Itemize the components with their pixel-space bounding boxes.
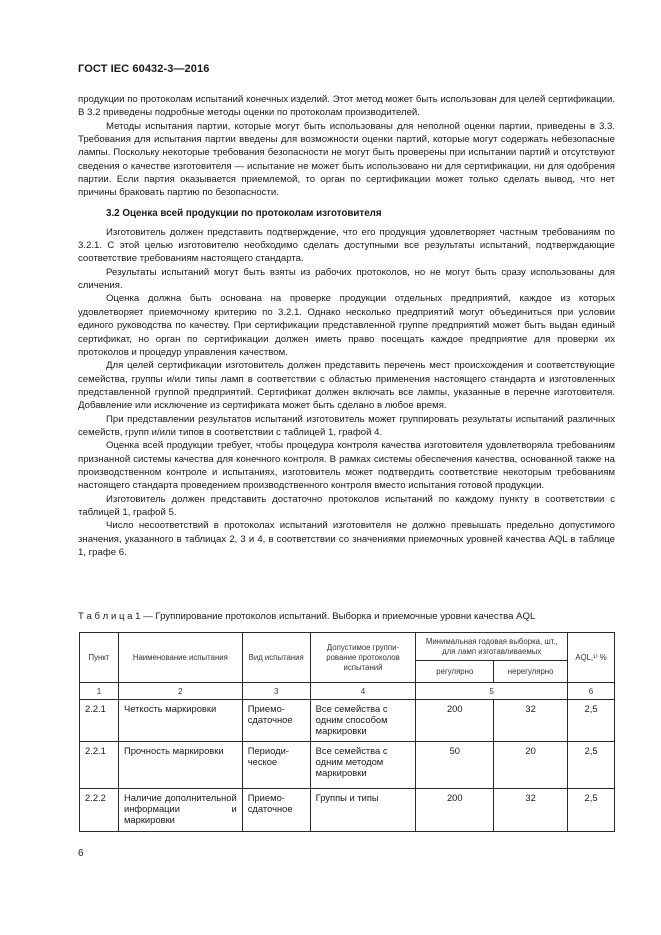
table-caption-label: Т а б л и ц а 1 <box>78 611 141 622</box>
header-min-sample: Минимальная годовая выборка, шт., для ламп изготавливаемых <box>416 633 568 661</box>
cell-clause: 2.2.1 <box>80 700 119 742</box>
column-numbers-row <box>80 683 615 700</box>
cell-aql: 2,5 <box>568 789 615 832</box>
table-row <box>80 789 615 832</box>
table-row <box>80 700 615 742</box>
paragraph: Число несоответствий в протоколах испытаний изготовителя не должно превышать предельно допустимого значения, указанного в таблицах 2, 3 и 4, в соответствии со значениями приемочных уровней качества AQL в таблице 1, графе 6. <box>78 520 615 558</box>
column-number: 3 <box>242 683 310 700</box>
paragraph: Изготовитель должен представить достаточно протоколов испытаний по каждому пункту в соответствии с таблицей 1, графой 5. <box>78 493 615 518</box>
paragraph: Методы испытания партии, которые могут быть использованы для неполной оценки партии, приведены в 3.3. Требования для испытания партии введены для возможности оценки партий, которые могут содержать небезопасные лампы. Поскольку некоторые требования безопасности не могут быть проверены при испытании партий и отсутствуют сведения о качестве изготовителя — испытание не может быть использовано ни для сертификации, ни для одобрения партии. Если партия оказывается приемлемой, то орган по сертификации может только сделать вывод, что нет причины браковать партию по безопасности. <box>78 120 615 199</box>
document-header-title: ГОСТ IEC 60432-3—2016 <box>78 63 210 75</box>
cell-test-kind: Периодическое <box>242 742 310 789</box>
cell-grouping: Все семейства с одним методом маркировки <box>310 742 416 789</box>
paragraph: Результаты испытаний могут быть взяты из рабочих протоколов, но не могут быть сразу использованы для сличения. <box>78 266 615 292</box>
column-number: 1 <box>80 683 119 700</box>
table-row <box>80 742 615 789</box>
cell-clause: 2.2.2 <box>80 789 119 832</box>
cell-irregular: 32 <box>494 789 568 832</box>
header-test-kind: Вид испытания <box>242 633 310 683</box>
paragraph: Оценка должна быть основана на проверке продукции отдельных предприятий, каждое из которых удовлетворяет приемочному критерию по 3.2.1. Однако несколько предприятий могут объединиться при условии единого руководства по качеству. При сертификации представленной группе предприятий может быть выдан единый сертификат, но орган по сертификации должен иметь право посещать каждое предприятие для проверки их протоколов и процедур управления качеством. <box>78 293 615 358</box>
page-number: 6 <box>78 848 84 859</box>
cell-test-kind: Приемосдаточное <box>242 700 310 742</box>
cell-grouping: Все семейства с одним способом маркировки <box>310 700 416 742</box>
header-grouping: Допустимое группирование протоколов испытаний <box>310 633 416 683</box>
header-aql: AQL,¹⁾ % <box>568 633 615 683</box>
section-heading: 3.2 Оценка всей продукции по протоколам изготовителя <box>106 207 382 219</box>
table-caption <box>78 611 535 623</box>
cell-regular: 200 <box>416 789 494 832</box>
header-irregular: нерегулярно <box>494 661 568 683</box>
table-caption-text: — Группирование протоколов испытаний. Выборка и приемочные уровни качества AQL <box>140 611 536 622</box>
column-number: 6 <box>568 683 615 700</box>
cell-regular: 200 <box>416 700 494 742</box>
paragraph: При представлении результатов испытаний изготовитель может группировать результаты испытаний различных семейств, групп и/или типов в соответствии с таблицей 1, графой 4. <box>78 413 615 438</box>
cell-test-name: Прочность маркировки <box>118 742 242 789</box>
cell-test-kind: Приемосдаточное <box>242 789 310 832</box>
cell-regular: 50 <box>416 742 494 789</box>
header-test-name: Наименование испытания <box>118 633 242 683</box>
cell-irregular: 32 <box>494 700 568 742</box>
header-regular: регулярно <box>416 661 494 683</box>
paragraph: Оценка всей продукции требует, чтобы процедура контроля качества изготовителя удовлетворяла требованиям признанной системы качества для конечного контроля. В рамках системы обеспечения качества, основанной также на производственном контроле и испытаниях, изготовитель может подтвердить соответствие некоторым требованиям настоящего стандарта проведением производственного контроля вместо испытания готовой продукции. <box>78 440 615 492</box>
cell-aql: 2,5 <box>568 700 615 742</box>
header-clause: Пункт <box>80 633 119 683</box>
cell-aql: 2,5 <box>568 742 615 789</box>
column-number: 4 <box>310 683 416 700</box>
body-text <box>78 93 615 559</box>
column-number: 5 <box>416 683 568 700</box>
cell-grouping: Группы и типы <box>310 789 416 832</box>
paragraph: продукции по протоколам испытаний конечных изделий. Этот метод может быть использован для целей сертификации. В 3.2 приведены подробные методы оценки по протоколам производителей. <box>78 94 615 119</box>
cell-test-name: Наличие дополнительной информации и маркировки <box>118 789 242 832</box>
column-number: 2 <box>118 683 242 700</box>
cell-test-name: Четкость маркировки <box>118 700 242 742</box>
cell-clause: 2.2.1 <box>80 742 119 789</box>
paragraph: Изготовитель должен представить подтверждение, что его продукция удовлетворяет частным требованиям по 3.2.1. С этой целью изготовителю необходимо сделать доступными все результаты испытаний, подтверждающие соответствие требованиям настоящего стандарта. <box>78 226 615 265</box>
table-1 <box>79 632 615 832</box>
paragraph: Для целей сертификации изготовитель должен представить перечень мест происхождения и соответствующие семейства, группы и/или типы ламп в соответствии с областью применения настоящего стандарта и изготовленных представленной группой предприятий. Сертификат должен включать все лампы, указанные в перечне изготовителя. Добавление или исключение из сертификата может быть сделано в любое время. <box>78 360 615 412</box>
cell-irregular: 20 <box>494 742 568 789</box>
